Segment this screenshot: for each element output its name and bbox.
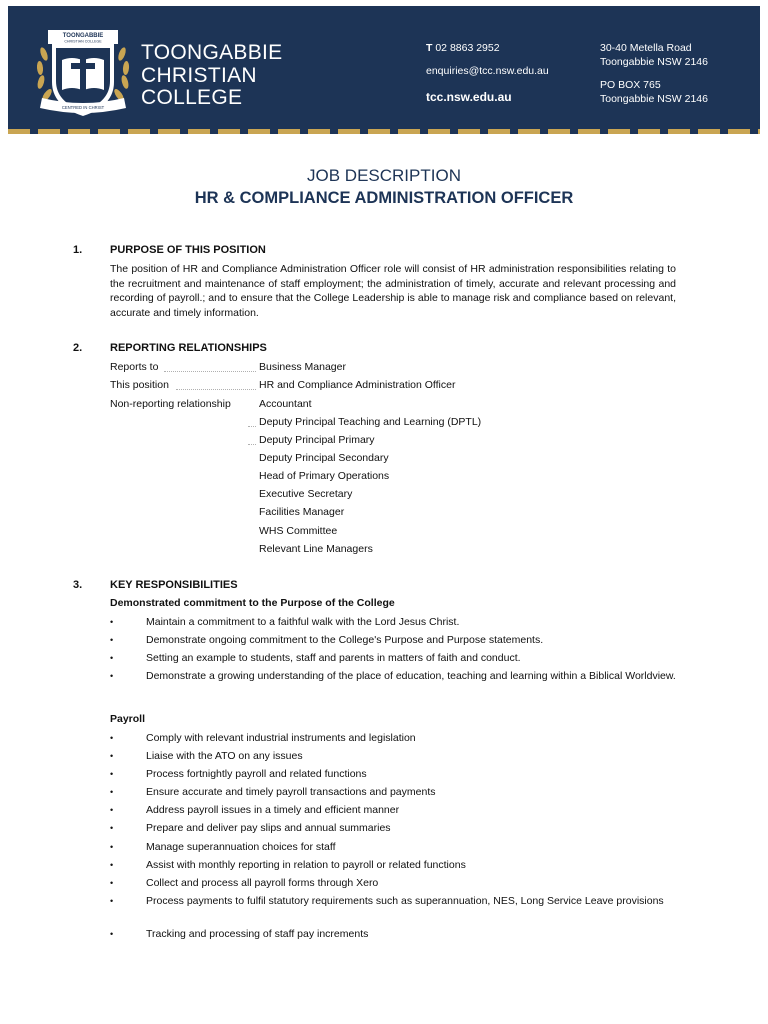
non-reporting-item: Accountant	[259, 398, 312, 410]
school-name-line: CHRISTIAN	[141, 63, 257, 87]
responsibility-item: Liaise with the ATO on any issues	[146, 750, 303, 762]
school-name-line: COLLEGE	[141, 86, 243, 109]
bullet-dot: •	[110, 878, 114, 888]
non-reporting-label: Non-reporting relationship	[110, 398, 231, 410]
responsibility-item: Tracking and processing of staff pay increments	[146, 928, 369, 940]
responsibility-item: Process payments to fulfil statutory requirements such as superannuation, NES, Long Service Leave provisions	[146, 895, 664, 907]
document-type: JOB DESCRIPTION	[307, 166, 461, 185]
header-banner	[8, 6, 760, 134]
responsibility-item: Comply with relevant industrial instruments and legislation	[146, 732, 416, 744]
this-position-label: This position	[110, 379, 169, 391]
bullet-dot: •	[110, 860, 114, 870]
non-reporting-item: Deputy Principal Teaching and Learning (DPTL)	[259, 416, 482, 428]
non-reporting-item: Head of Primary Operations	[259, 470, 390, 482]
po-box-line: PO BOX 765	[600, 79, 661, 91]
responsibility-subheading: Payroll	[110, 713, 146, 725]
crest-top-text: TOONGABBIE	[62, 33, 104, 39]
school-name	[141, 42, 282, 110]
website-link[interactable]: tcc.nsw.edu.au	[426, 90, 512, 104]
responsibility-item: Prepare and deliver pay slips and annual summaries	[146, 822, 391, 834]
dotted-leader	[248, 426, 256, 427]
section-number: 3.	[73, 579, 83, 591]
non-reporting-item: Deputy Principal Secondary	[259, 452, 389, 464]
section-heading: KEY RESPONSIBILITIES	[110, 579, 238, 591]
bullet-dot: •	[110, 769, 114, 779]
non-reporting-item: WHS Committee	[259, 525, 338, 537]
reports-to-label: Reports to	[110, 361, 159, 373]
responsibility-item: Demonstrate a growing understanding of the place of education, teaching and learning within a Biblical Worldview.	[146, 670, 676, 682]
bullet-dot: •	[110, 805, 114, 815]
gold-stripe-divider	[8, 129, 760, 134]
document-title: HR & COMPLIANCE ADMINISTRATION OFFICER	[194, 189, 574, 207]
phone-line	[426, 41, 549, 55]
po-box-line: Toongabbie NSW 2146	[600, 93, 708, 105]
dotted-leader	[248, 444, 256, 445]
responsibility-item: Manage superannuation choices for staff	[146, 841, 336, 853]
section-number: 2.	[73, 342, 83, 354]
dotted-leader	[176, 389, 256, 390]
address-line: Toongabbie NSW 2146	[600, 56, 708, 68]
dotted-leader	[164, 371, 256, 372]
section-number: 1.	[73, 244, 83, 256]
bullet-dot: •	[110, 671, 114, 681]
responsibility-item: Setting an example to students, staff and parents in matters of faith and conduct.	[146, 652, 521, 664]
bullet-dot: •	[110, 733, 114, 743]
bullet-dot: •	[110, 842, 114, 852]
bullet-dot: •	[110, 929, 114, 939]
bullet-dot: •	[110, 635, 114, 645]
phone-number[interactable]: 02 8863 2952	[435, 42, 500, 54]
responsibility-item: Collect and process all payroll forms through Xero	[146, 877, 379, 889]
email-link[interactable]: enquiries@tcc.nsw.edu.au	[426, 65, 549, 77]
college-crest-logo	[30, 24, 136, 122]
purpose-paragraph: The position of HR and Compliance Administration Officer role will consist of HR administration responsibilities relating to the recruitment and maintenance of staff employment; the administration of timely, accurate and relevant processing and recording of payroll.; and to ensure that the College Leadership is able to manage risk and compliance based on relevant, accurate and timely information.	[110, 263, 676, 319]
contact-details	[426, 41, 549, 104]
crest-motto-text: CENTRED IN CHRIST	[61, 105, 105, 110]
responsibility-item: Process fortnightly payroll and related functions	[146, 768, 367, 780]
bullet-dot: •	[110, 751, 114, 761]
bullet-dot: •	[110, 823, 114, 833]
bullet-dot: •	[110, 617, 114, 627]
crest-sub-text: CHRISTIAN COLLEGE	[64, 39, 102, 44]
responsibility-subheading: Demonstrated commitment to the Purpose of the College	[110, 597, 395, 609]
non-reporting-item: Relevant Line Managers	[259, 543, 373, 555]
non-reporting-item: Facilities Manager	[259, 506, 345, 518]
section-heading: PURPOSE OF THIS POSITION	[110, 244, 266, 256]
section-heading: REPORTING RELATIONSHIPS	[110, 342, 267, 354]
responsibility-item: Assist with monthly reporting in relation to payroll or related functions	[146, 859, 466, 871]
bullet-dot: •	[110, 787, 114, 797]
non-reporting-item: Executive Secretary	[259, 488, 353, 500]
bullet-dot: •	[110, 896, 114, 906]
responsibility-item: Maintain a commitment to a faithful walk with the Lord Jesus Christ.	[146, 616, 460, 628]
non-reporting-item: Deputy Principal Primary	[259, 434, 375, 446]
bullet-dot: •	[110, 653, 114, 663]
address-line: 30-40 Metella Road	[600, 42, 692, 54]
address-details	[600, 41, 708, 106]
reports-to-value: Business Manager	[259, 361, 346, 373]
responsibility-item: Address payroll issues in a timely and efficient manner	[146, 804, 400, 816]
responsibility-item: Ensure accurate and timely payroll transactions and payments	[146, 786, 436, 798]
this-position-value: HR and Compliance Administration Officer	[259, 379, 456, 391]
school-name-line: TOONGABBIE	[141, 41, 283, 64]
phone-prefix: T	[426, 42, 433, 54]
responsibility-item: Demonstrate ongoing commitment to the College's Purpose and Purpose statements.	[146, 634, 544, 646]
